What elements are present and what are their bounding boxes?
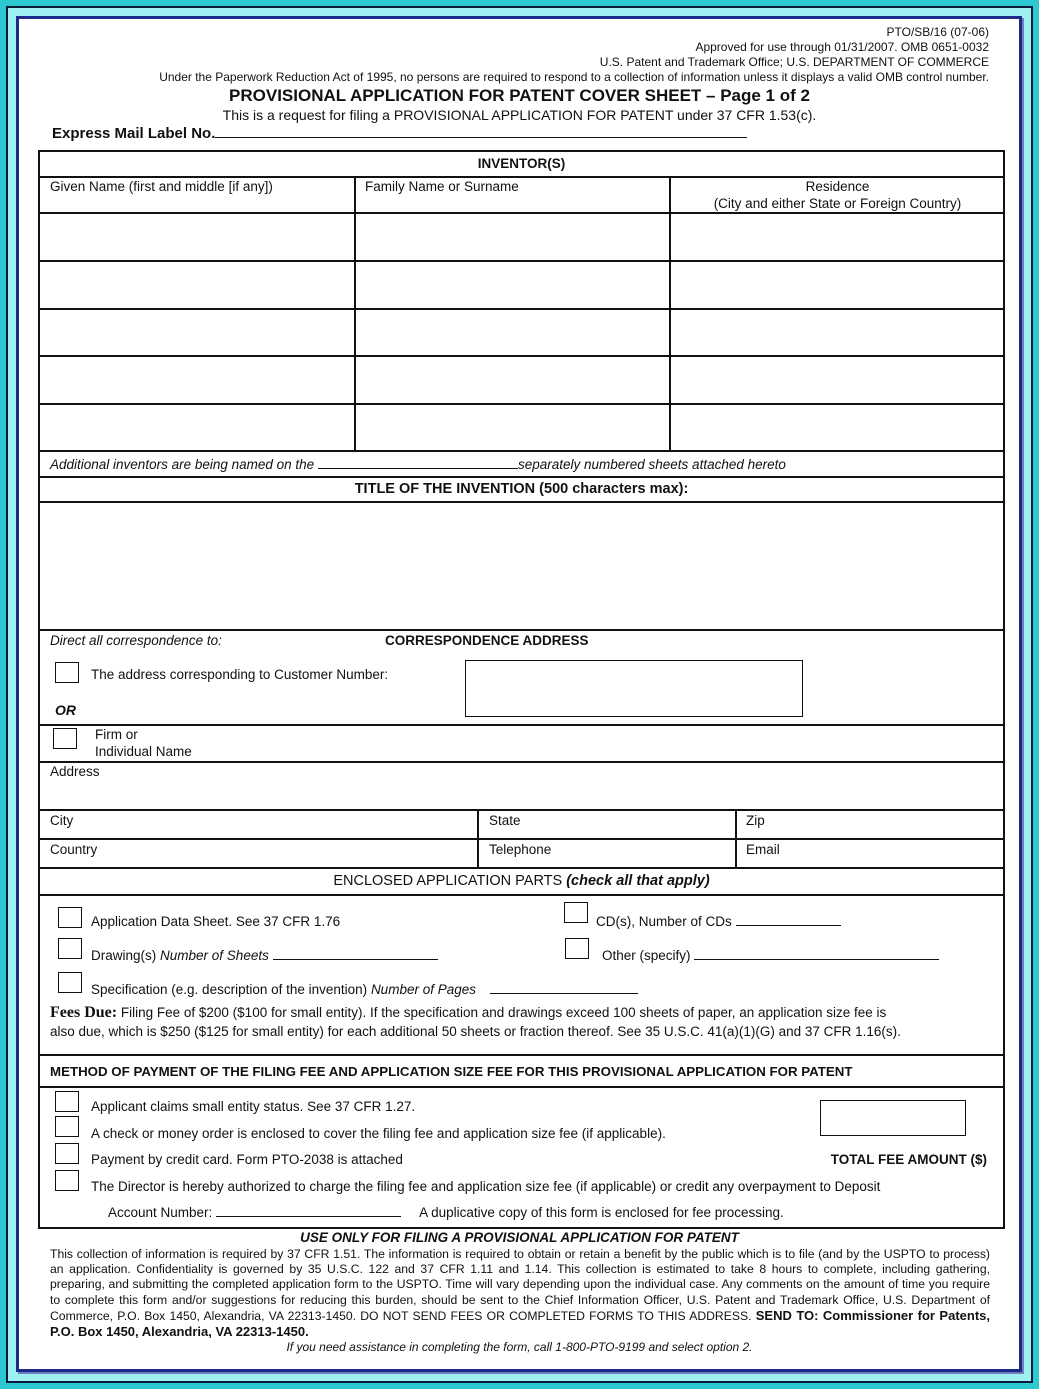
other-input[interactable] — [694, 959, 939, 960]
small-entity-label: Applicant claims small entity status. See 37 CFR 1.27. — [91, 1099, 416, 1114]
firm-checkbox[interactable] — [53, 728, 77, 749]
additional-inventors-post: separately numbered sheets attached hereto — [517, 457, 786, 472]
cds-input[interactable] — [736, 925, 841, 926]
express-mail-label: Express Mail Label No. — [52, 125, 216, 142]
drawings-label: Drawing(s) — [91, 948, 157, 963]
enclosed-heading: ENCLOSED APPLICATION PARTS — [333, 873, 563, 889]
use-only-notice: USE ONLY FOR FILING A PROVISIONAL APPLICATION FOR PATENT — [300, 1230, 739, 1245]
enclosed-note: (check all that apply) — [566, 873, 710, 889]
correspondence-heading: CORRESPONDENCE ADDRESS — [385, 633, 589, 648]
director-checkbox[interactable] — [55, 1170, 79, 1191]
duplicate-label: A duplicative copy of this form is enclosed for fee processing. — [419, 1205, 784, 1220]
send-to: SEND TO: Commissioner for Patents, P.O. Box 1450, Alexandria, VA 22313-1450. — [50, 1307, 991, 1340]
cds-label: CD(s), Number of CDs — [596, 914, 732, 929]
burden-statement: This collection of information is required by 37 CFR 1.51. The information is required to obtain or retain a benefit by the public which is to file (and by the USPTO to process) an application. Confidentiality is governed by 35 U.S.C. 122 and 37 CFR 1.11 and 1.14. This collection is estimated to take 8 hours to complete, including gathering, preparing, and submitting the completed application form to the USPTO. Time will vary depending upon the individual case. Any comments on the amount of time you require to complete this form and/or suggestions for reducing this burden, should be sent to the Chief Information Officer, U.S. Patent and Trademark Office, U.S. Department of Commerce, P.O. Box 1450, Alexandria, VA 22313-1450. DO NOT SEND FEES OR COMPLETED FORMS TO THIS ADDRESS. — [50, 1247, 990, 1323]
director-label: The Director is hereby authorized to charge the filing fee and application size fee (if applicable) or credit any overpayment to Deposit — [91, 1179, 881, 1194]
address-label: Address — [50, 764, 100, 779]
fees-label: Fees Due: — [50, 1004, 118, 1021]
additional-inventors-pre: Additional inventors are being named on the — [50, 457, 315, 472]
credit-card-label: Payment by credit card. Form PTO-2038 is attached — [91, 1152, 403, 1167]
drawings-note: Number of Sheets — [160, 948, 269, 963]
drawings-checkbox[interactable] — [58, 938, 82, 959]
small-entity-checkbox[interactable] — [55, 1091, 79, 1112]
spec-label: Specification (e.g. description of the invention) — [91, 982, 368, 997]
form-number: PTO/SB/16 (07-06) — [886, 25, 989, 39]
spec-note: Number of Pages — [370, 982, 476, 997]
paperwork-notice: Under the Paperwork Reduction Act of 1995, no persons are required to respond to a collection of information unless it displays a valid OMB control number. — [159, 70, 989, 84]
check-checkbox[interactable] — [55, 1116, 79, 1137]
title-input[interactable] — [40, 503, 1003, 628]
total-fee-label: TOTAL FEE AMOUNT ($) — [830, 1152, 987, 1167]
direct-correspondence: Direct all correspondence to: — [50, 633, 222, 648]
fees-text-2: also due, which is $250 ($125 for small entity) for each additional 50 sheets or fraction thereof. See 35 U.S.C. 41(a)(1)(G) and 37 CFR 1.16(s). — [50, 1024, 901, 1039]
ads-checkbox[interactable] — [58, 907, 82, 928]
total-fee-input[interactable] — [820, 1100, 966, 1136]
assistance-notice: If you need assistance in completing the form, call 1-800-PTO-9199 and select option 2. — [286, 1340, 753, 1354]
inventors-heading: INVENTOR(S) — [477, 156, 566, 171]
additional-sheets-input[interactable] — [318, 468, 518, 469]
ads-label: Application Data Sheet. See 37 CFR 1.76 — [91, 914, 341, 929]
office: U.S. Patent and Trademark Office; U.S. DEPARTMENT OF COMMERCE — [599, 55, 989, 69]
fees-text-1: Filing Fee of $200 ($100 for small entity). If the specification and drawings exceed 100 sheets of paper, an application size fee is — [120, 1005, 887, 1020]
individual-name-label: Individual Name — [95, 744, 192, 759]
state-label: State — [489, 813, 521, 828]
page-title: PROVISIONAL APPLICATION FOR PATENT COVER SHEET – Page 1 of 2 — [229, 86, 810, 105]
approval: Approved for use through 01/31/2007. OMB 0651-0032 — [695, 40, 989, 54]
customer-number-label: The address corresponding to Customer Number: — [91, 667, 389, 682]
zip-label: Zip — [746, 813, 765, 828]
credit-card-checkbox[interactable] — [55, 1143, 79, 1164]
col-given-name: Given Name (first and middle [if any]) — [50, 179, 273, 194]
customer-number-checkbox[interactable] — [55, 662, 79, 683]
email-label: Email — [746, 842, 780, 857]
firm-label: Firm or — [95, 727, 138, 742]
drawings-input[interactable] — [273, 959, 438, 960]
or-label: OR — [55, 702, 76, 718]
customer-number-input[interactable] — [465, 660, 803, 717]
subtitle: This is a request for filing a PROVISIONAL APPLICATION FOR PATENT under 37 CFR 1.53(c). — [222, 107, 817, 123]
payment-heading: METHOD OF PAYMENT OF THE FILING FEE AND APPLICATION SIZE FEE FOR THIS PROVISIONAL APPLICATION FOR PATENT — [50, 1064, 853, 1079]
spec-input[interactable] — [490, 993, 638, 994]
cds-checkbox[interactable] — [564, 902, 588, 923]
country-label: Country — [50, 842, 98, 857]
express-mail-input[interactable] — [215, 124, 747, 138]
account-label: Account Number: — [108, 1205, 213, 1220]
city-label: City — [50, 813, 74, 828]
check-label: A check or money order is enclosed to cover the filing fee and application size fee (if applicable). — [91, 1126, 666, 1141]
other-label: Other (specify) — [602, 948, 691, 963]
account-input[interactable] — [216, 1216, 401, 1217]
other-checkbox[interactable] — [565, 938, 589, 959]
title-heading: TITLE OF THE INVENTION (500 characters max): — [354, 481, 689, 497]
col-family-name: Family Name or Surname — [365, 179, 519, 194]
col-residence: Residence — [805, 179, 870, 194]
col-residence-sub: (City and either State or Foreign Country) — [713, 196, 962, 211]
spec-checkbox[interactable] — [58, 972, 82, 993]
telephone-label: Telephone — [489, 842, 552, 857]
